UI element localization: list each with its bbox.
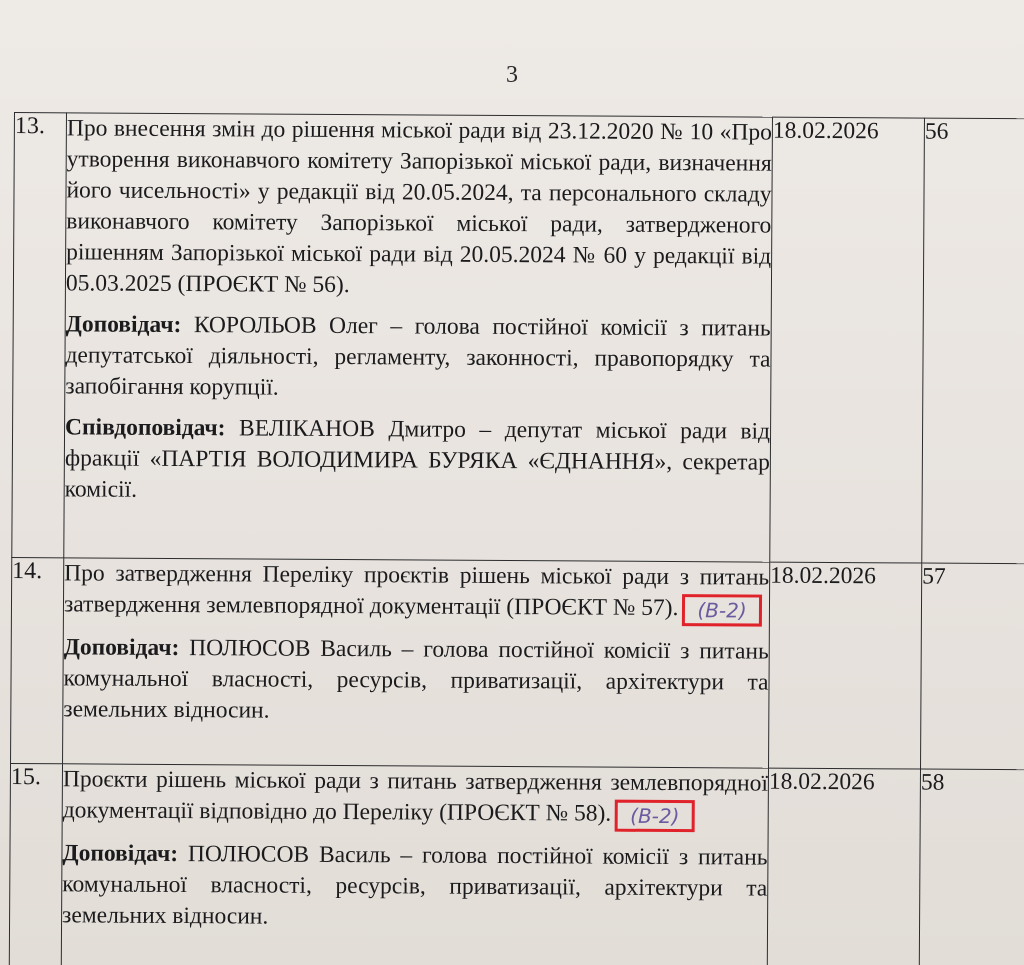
item-title: Про внесення змін до рішення міської ради від 23.12.2020 № 10 «Про утворення виконавчого комітету Запорізької міської ради, визначення його чисельності» у редакції від 20.05.2024, та персонального складу виконавчого комітету Запорізької міської ради, затвердженого рішенням Запорізької міської ради від 20.05.2024 № 60 у редакції від 05.03.2025 (ПРОЄКТ № 56). bbox=[65, 115, 772, 299]
agenda-table bbox=[9, 112, 1024, 965]
table-row bbox=[11, 557, 1024, 769]
speaker-label: Доповідач: bbox=[63, 633, 180, 661]
item-date: 18.02.2026 bbox=[767, 768, 920, 965]
speaker-text: КОРОЛЬОВ Олег – голова постійної комісії з питань депутатської діяльності, регламенту, законності, правопорядку та запобігання корупції. bbox=[65, 312, 771, 401]
speaker-text: ПОЛЮСОВ Василь – голова постійної комісії з питань комунальної власності, ресурсів, приватизації, архітектури та земельних відносин. bbox=[63, 634, 769, 724]
item-project-number: 57 bbox=[921, 563, 1024, 770]
item-description bbox=[63, 558, 770, 768]
speaker-label: Доповідач: bbox=[65, 311, 182, 339]
item-number: 13. bbox=[12, 113, 67, 558]
item-description bbox=[64, 113, 773, 562]
item-project-number: 56 bbox=[922, 118, 1024, 564]
speaker-text: ПОЛЮСОВ Василь – голова постійної комісії з питань комунальної власності, ресурсів, приватизації, архітектури та земельних відносин. bbox=[62, 840, 768, 930]
table-row bbox=[12, 113, 1024, 564]
item-title-line bbox=[63, 764, 768, 832]
item-title: Проєкти рішень міської ради з питань затвердження землевпорядної документації відповідно до Переліку (ПРОЄКТ № 58). bbox=[62, 766, 768, 827]
item-number: 14. bbox=[11, 557, 64, 763]
item-date: 18.02.2026 bbox=[770, 117, 925, 563]
speaker-line bbox=[62, 838, 768, 935]
speaker-line bbox=[63, 632, 769, 729]
item-number: 15. bbox=[9, 763, 62, 965]
speaker-line bbox=[65, 309, 771, 406]
cospeaker-label: Співдоповідач: bbox=[64, 414, 226, 442]
cospeaker-line bbox=[65, 412, 771, 509]
handwritten-note: (В-2) bbox=[682, 594, 761, 626]
table-row bbox=[9, 763, 1024, 965]
speaker-label: Доповідач: bbox=[62, 839, 179, 867]
item-date: 18.02.2026 bbox=[769, 562, 922, 769]
cospeaker-text: ВЕЛІКАНОВ Дмитро – депутат міської ради від фракції «ПАРТІЯ ВОЛОДИМИРА БУРЯКА «ЄДНАННЯ», секретар комісії. bbox=[64, 415, 771, 503]
item-description bbox=[61, 764, 768, 965]
page-number: 3 bbox=[506, 62, 518, 88]
handwritten-note: (В-2) bbox=[615, 799, 694, 831]
item-project-number: 58 bbox=[919, 769, 1024, 965]
item-title-line bbox=[64, 558, 769, 626]
item-title: Про затвердження Переліку проєктів рішень міської ради з питань затвердження землевпорядної документації (ПРОЄКТ № 57). bbox=[63, 560, 770, 622]
